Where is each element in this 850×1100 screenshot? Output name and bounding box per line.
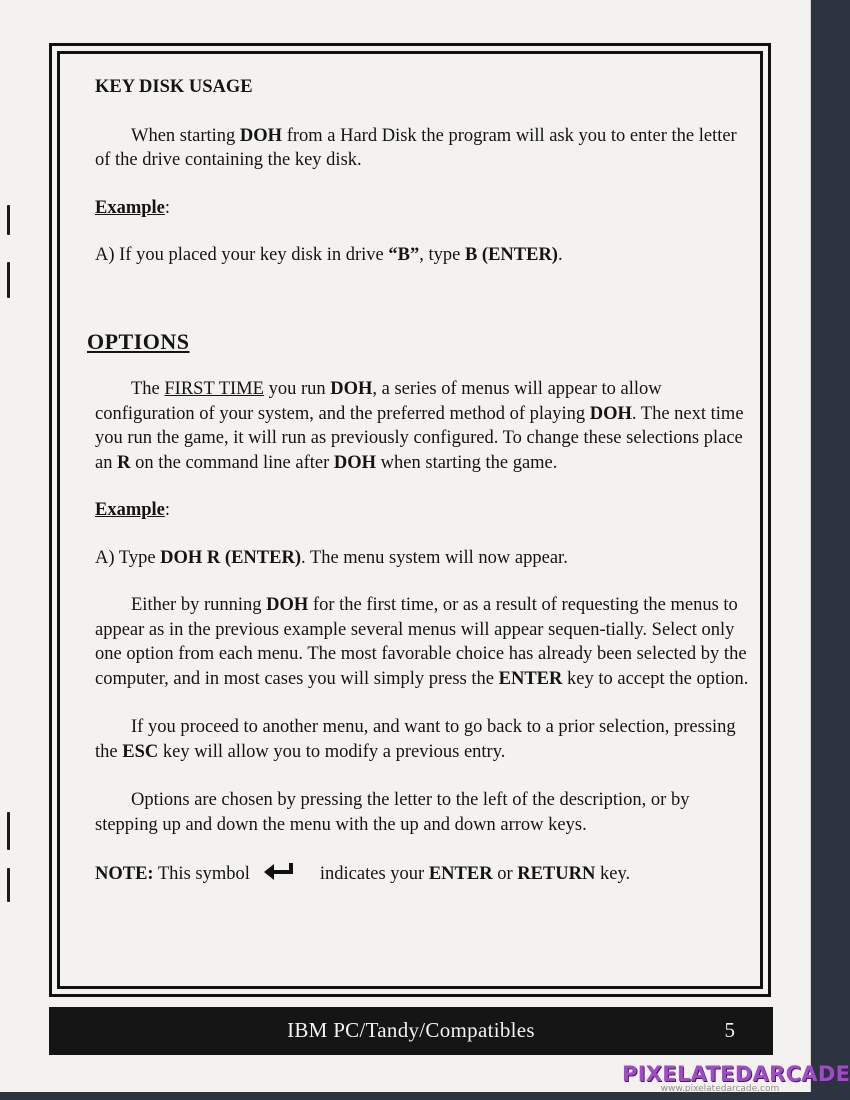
either-paragraph: Either by running DOH for the first time, or as a result of requesting the menus to appear as in the previous example several menus will appear sequen-tially. Select only one option from each menu. The most favorable choice has already been selected by the computer, and in most cases you will simply press the ENTER key to accept the option. <box>95 595 749 689</box>
binding-mark <box>7 812 10 850</box>
key-disk-heading: KEY DISK USAGE <box>95 77 253 97</box>
proceed-paragraph: If you proceed to another menu, and want to go back to a prior selection, pressing the ESC key will allow you to modify a previous entry. <box>95 717 736 762</box>
options-chosen-paragraph: Options are chosen by pressing the letter to the left of the description, or by stepping up and down the menu with the up and down arrow keys. <box>95 790 690 835</box>
binding-mark <box>7 868 10 902</box>
page-content <box>87 75 755 889</box>
footer-bar <box>49 1007 773 1055</box>
binding-mark <box>7 205 10 235</box>
key-disk-paragraph: When starting DOH from a Hard Disk the program will ask you to enter the letter of the drive containing the key disk. <box>95 125 737 170</box>
note-line: NOTE: This symbol indicates your ENTER or RETURN key. <box>95 861 755 889</box>
page-number: 5 <box>724 1018 735 1042</box>
options-title: OPTIONS <box>87 328 190 354</box>
watermark-url: www.pixelatedarcade.com <box>660 1084 780 1094</box>
example-2-a-line: A) Type DOH R (ENTER). The menu system will now appear. <box>95 547 568 568</box>
options-paragraph: The FIRST TIME you run DOH, a series of menus will appear to allow configuration of your system, and the preferred method of playing DOH. The next time you run the game, it will run as previously configured. To change these selections place an R on the command line after DOH when starting the game. <box>95 379 744 473</box>
watermark <box>622 1062 850 1094</box>
example-label-2: Example: <box>95 500 171 520</box>
example-label: Example: <box>95 197 171 218</box>
example-a-line: A) If you placed your key disk in drive “B”, type B (ENTER). <box>95 245 563 265</box>
binding-mark <box>7 262 10 298</box>
watermark-title: PIXELATEDARCADE <box>622 1062 850 1086</box>
footer-title: IBM PC/Tandy/Compatibles <box>287 1018 535 1042</box>
enter-arrow-icon <box>262 861 296 887</box>
